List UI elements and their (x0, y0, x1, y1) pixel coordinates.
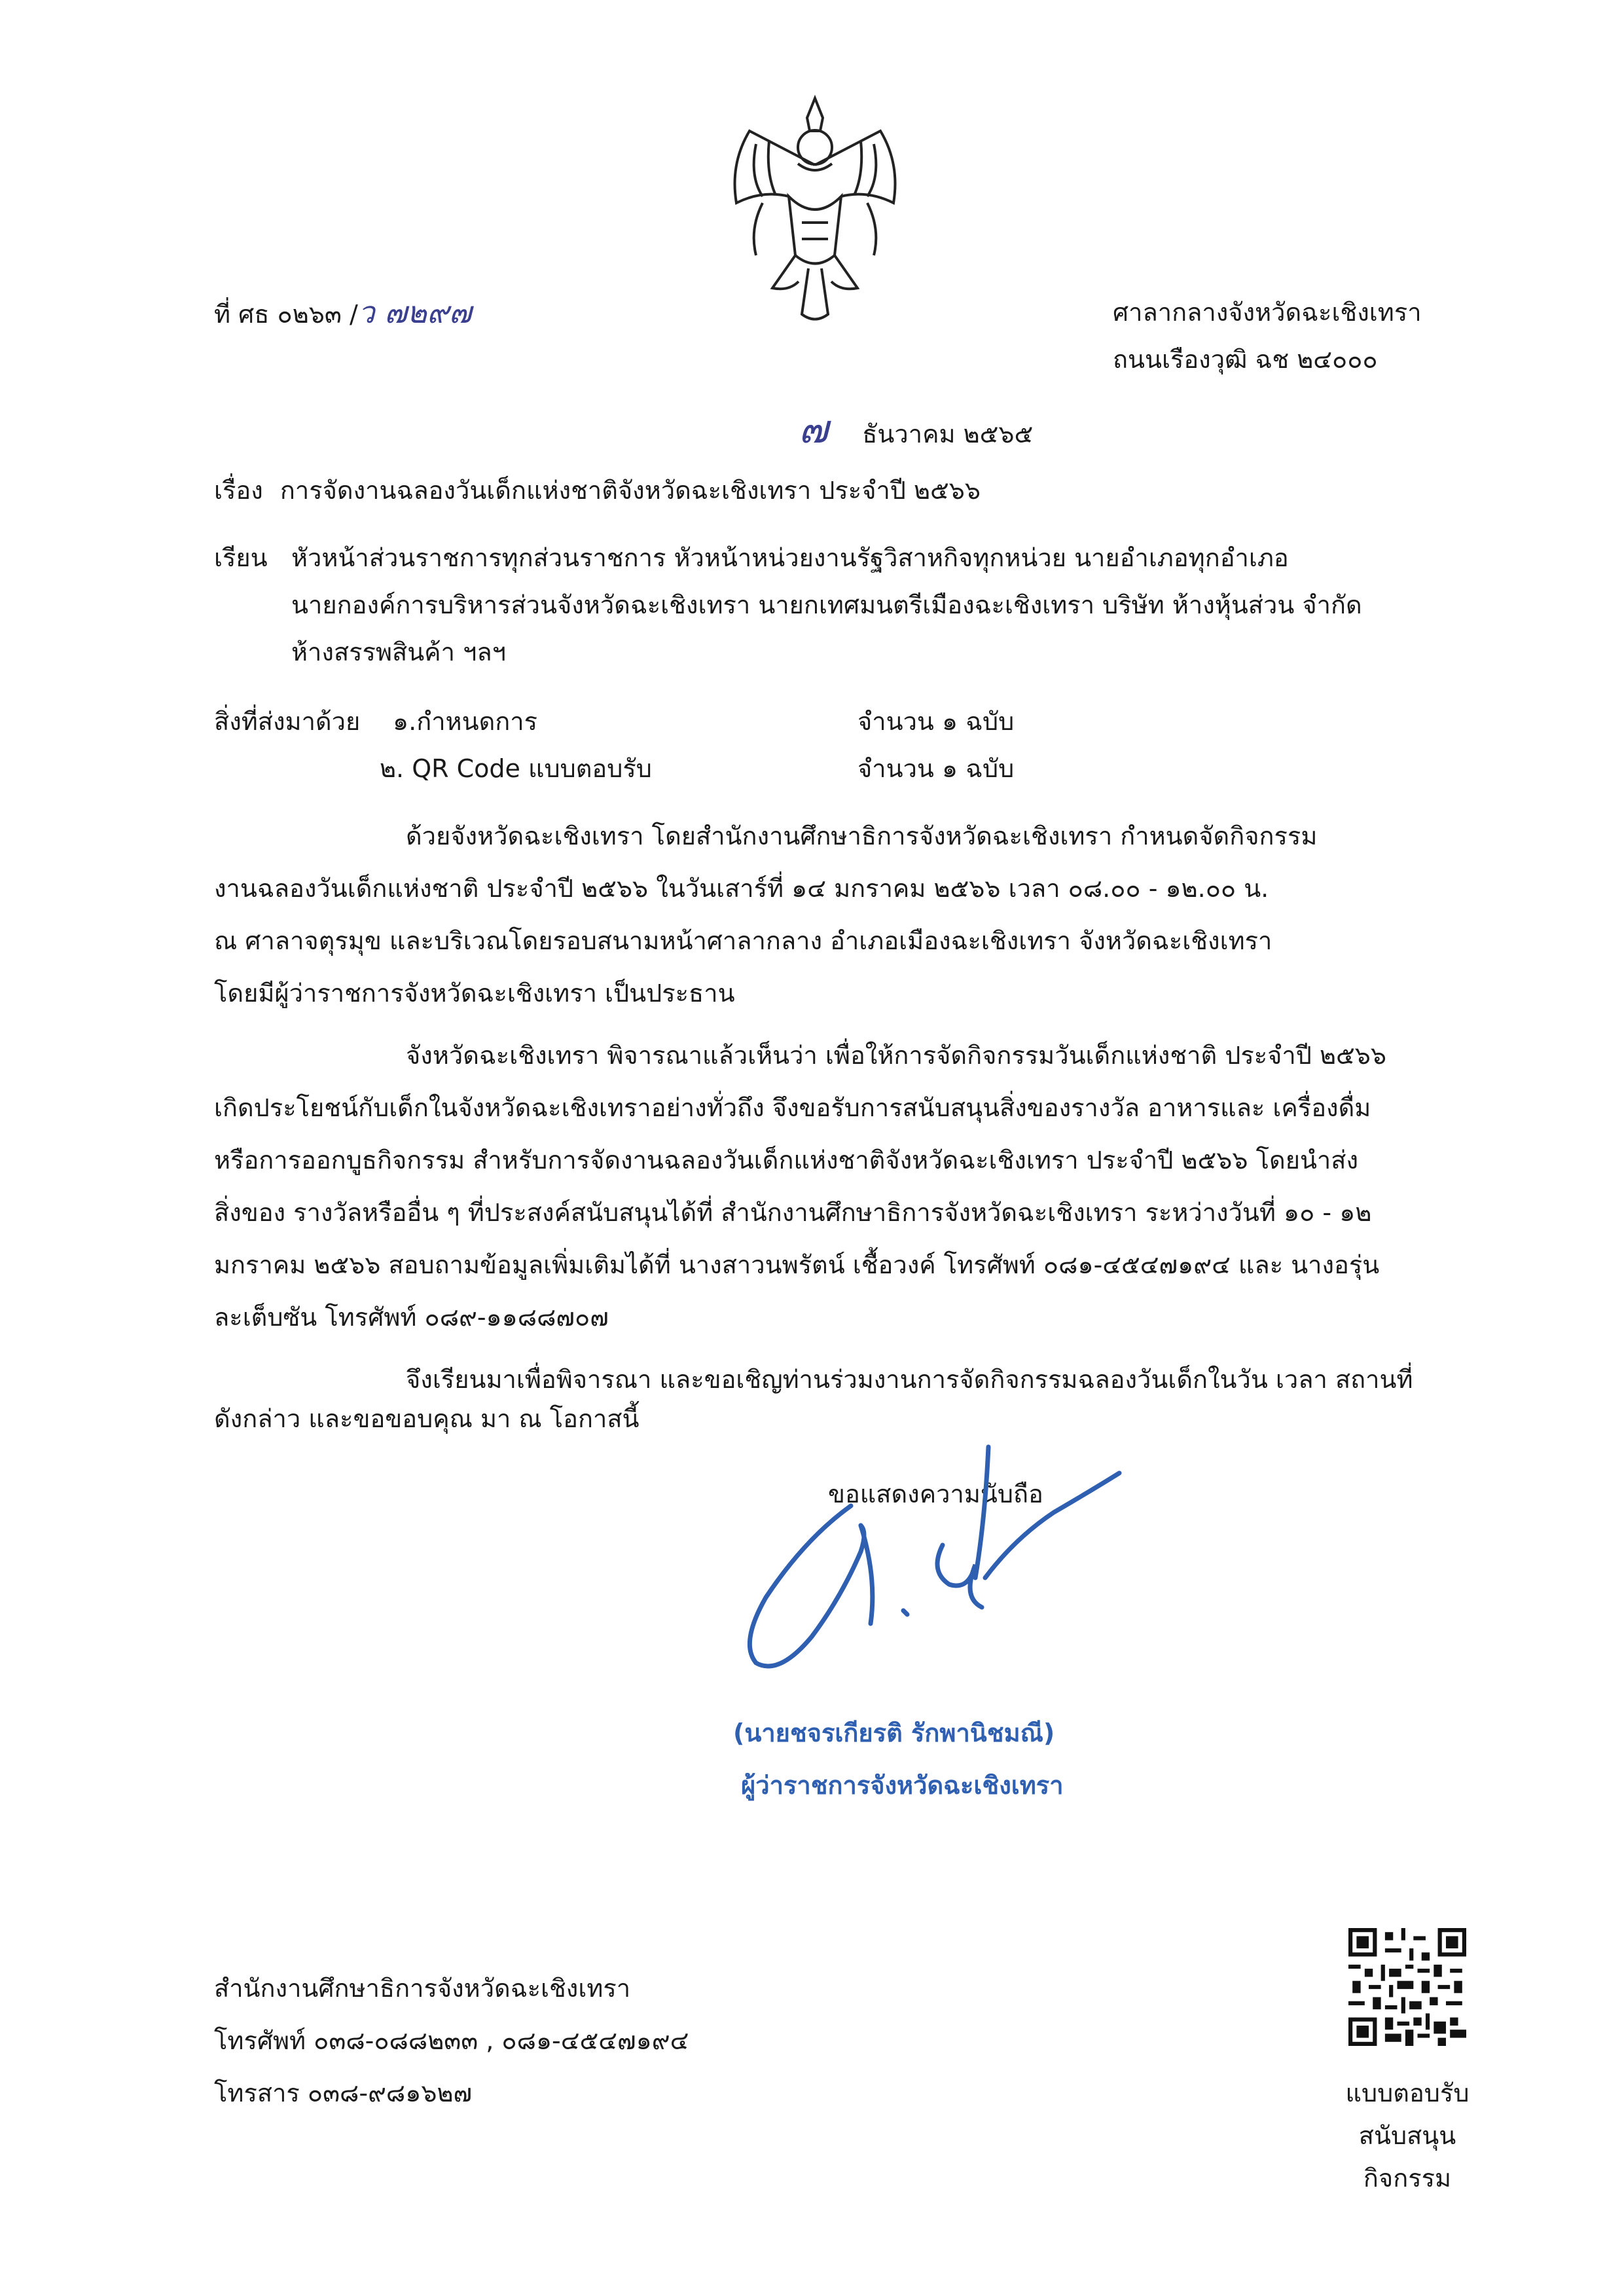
recipient-line-3: ห้างสรรพสินค้า ฯลฯ (291, 638, 506, 666)
footer-phone: โทรศัพท์ ๐๓๘-๐๘๘๒๓๓ , ๐๘๑-๔๕๔๗๑๙๔ (214, 2026, 689, 2055)
recipient-line-1: หัวหน้าส่วนราชการทุกส่วนราชการ หัวหน้าหน่วยงานรัฐวิสาหกิจทุกหน่วย นายอำเภอทุกอำเภอ (291, 543, 1289, 572)
footer-office: สำนักงานศึกษาธิการจังหวัดฉะเชิงเทรา (214, 1974, 631, 2003)
recipient-label: เรียน (214, 543, 268, 572)
body-p3-line-1: จึงเรียนมาเพื่อพิจารณา และขอเชิญท่านร่วมงานการจัดกิจกรรมฉลองวันเด็กในวัน เวลา สถานที่ (406, 1365, 1413, 1394)
enclosure-item-2-qty: จำนวน ๑ ฉบับ (857, 754, 1015, 783)
reference-number (214, 295, 471, 331)
body-p2-line-6: ละเต็บซัน โทรศัพท์ ๐๘๙-๑๑๘๘๗๐๗ (214, 1303, 609, 1332)
body-p1-line-3: ณ ศาลาจตุรมุข และบริเวณโดยรอบสนามหน้าศาลากลาง อำเภอเมืองฉะเชิงเทรา จังหวัดฉะเชิงเทรา (214, 926, 1272, 955)
recipient-line-2: นายกองค์การบริหารส่วนจังหวัดฉะเชิงเทรา นายกเทศมนตรีเมืองฉะเชิงเทรา บริษัท ห้างหุ้นส่วน จำกัด (291, 591, 1362, 619)
date-month-year: ธันวาคม ๒๕๖๕ (862, 420, 1034, 448)
body-p2-line-4: สิ่งของ รางวัลหรืออื่น ๆ ที่ประสงค์สนับสนุนได้ที่ สำนักงานศึกษาธิการจังหวัดฉะเชิงเทรา ระหว่างวันที่ ๑๐ - ๑๒ (214, 1198, 1372, 1227)
body-p2-line-2: เกิดประโยชน์กับเด็กในจังหวัดฉะเชิงเทราอย่างทั่วถึง จึงขอรับการสนับสนุนสิ่งของรางวัล อาหารและ เครื่องดื่ม (214, 1093, 1371, 1122)
enclosure-item-1-name: ๑.กำหนดการ (393, 707, 538, 736)
address-line-2: ถนนเรืองวุฒิ ฉช ๒๔๐๐๐ (1113, 345, 1378, 374)
qr-code[interactable] (1348, 1928, 1466, 2046)
subject (214, 476, 981, 506)
body-p3-line-2: ดังกล่าว และขอขอบคุณ มา ณ โอกาสนี้ (214, 1404, 640, 1433)
reference-prefix: ที่ ศธ ๐๒๖๓ / (214, 300, 358, 329)
body-p1-line-4: โดยมีผู้ว่าราชการจังหวัดฉะเชิงเทรา เป็นประธาน (214, 979, 735, 1008)
signer-name: (นายชจรเกียรติ รักพานิชมณี) (733, 1719, 1055, 1747)
qr-caption-line-1: แบบตอบรับ (1345, 2079, 1470, 2107)
letter-date (799, 406, 1033, 453)
reference-handwritten-number: ว ๗๒๙๗ (357, 295, 472, 330)
signer-title: ผู้ว่าราชการจังหวัดฉะเชิงเทรา (741, 1771, 1064, 1800)
date-day-handwritten: ๗ (799, 407, 829, 452)
footer-fax: โทรสาร ๐๓๘-๙๘๑๖๒๗ (214, 2079, 473, 2107)
enclosure-item-2-name: ๒. QR Code แบบตอบรับ (380, 754, 652, 783)
body-p1-line-2: งานฉลองวันเด็กแห่งชาติ ประจำปี ๒๕๖๖ ในวันเสาร์ที่ ๑๔ มกราคม ๒๕๖๖ เวลา ๐๘.๐๐ - ๑๒.๐๐ น. (214, 874, 1269, 903)
subject-label: เรื่อง (214, 476, 263, 505)
body-p2-line-5: มกราคม ๒๕๖๖ สอบถามข้อมูลเพิ่มเติมได้ที่ นางสาวนพรัตน์ เชื้อวงค์ โทรศัพท์ ๐๘๑-๔๕๔๗๑๙๔ และ นางอรุ่น (214, 1250, 1380, 1279)
closing-salutation: ขอแสดงความนับถือ (828, 1480, 1043, 1508)
enclosure-item-1-qty: จำนวน ๑ ฉบับ (857, 707, 1015, 736)
qr-caption-line-2: สนับสนุน (1358, 2121, 1456, 2150)
enclosures-label: สิ่งที่ส่งมาด้วย (214, 707, 361, 736)
subject-text: การจัดงานฉลองวันเด็กแห่งชาติจังหวัดฉะเชิงเทรา ประจำปี ๒๕๖๖ (280, 476, 981, 505)
handwritten-signature (727, 1427, 1152, 1715)
qr-caption-line-3: กิจกรรม (1363, 2164, 1452, 2193)
garuda-emblem (710, 92, 920, 334)
body-p2-line-3: หรือการออกบูธกิจกรรม สำหรับการจัดงานฉลองวันเด็กแห่งชาติจังหวัดฉะเชิงเทรา ประจำปี ๒๕๖๖ โดยนำส่ง (214, 1146, 1359, 1175)
body-p2-line-1: จังหวัดฉะเชิงเทรา พิจารณาแล้วเห็นว่า เพื่อให้การจัดกิจกรรมวันเด็กแห่งชาติ ประจำปี ๒๕๖๖ (406, 1041, 1386, 1070)
address-line-1: ศาลากลางจังหวัดฉะเชิงเทรา (1113, 298, 1422, 327)
body-p1-line-1: ด้วยจังหวัดฉะเชิงเทรา โดยสำนักงานศึกษาธิการจังหวัดฉะเชิงเทรา กำหนดจัดกิจกรรม (406, 822, 1318, 850)
